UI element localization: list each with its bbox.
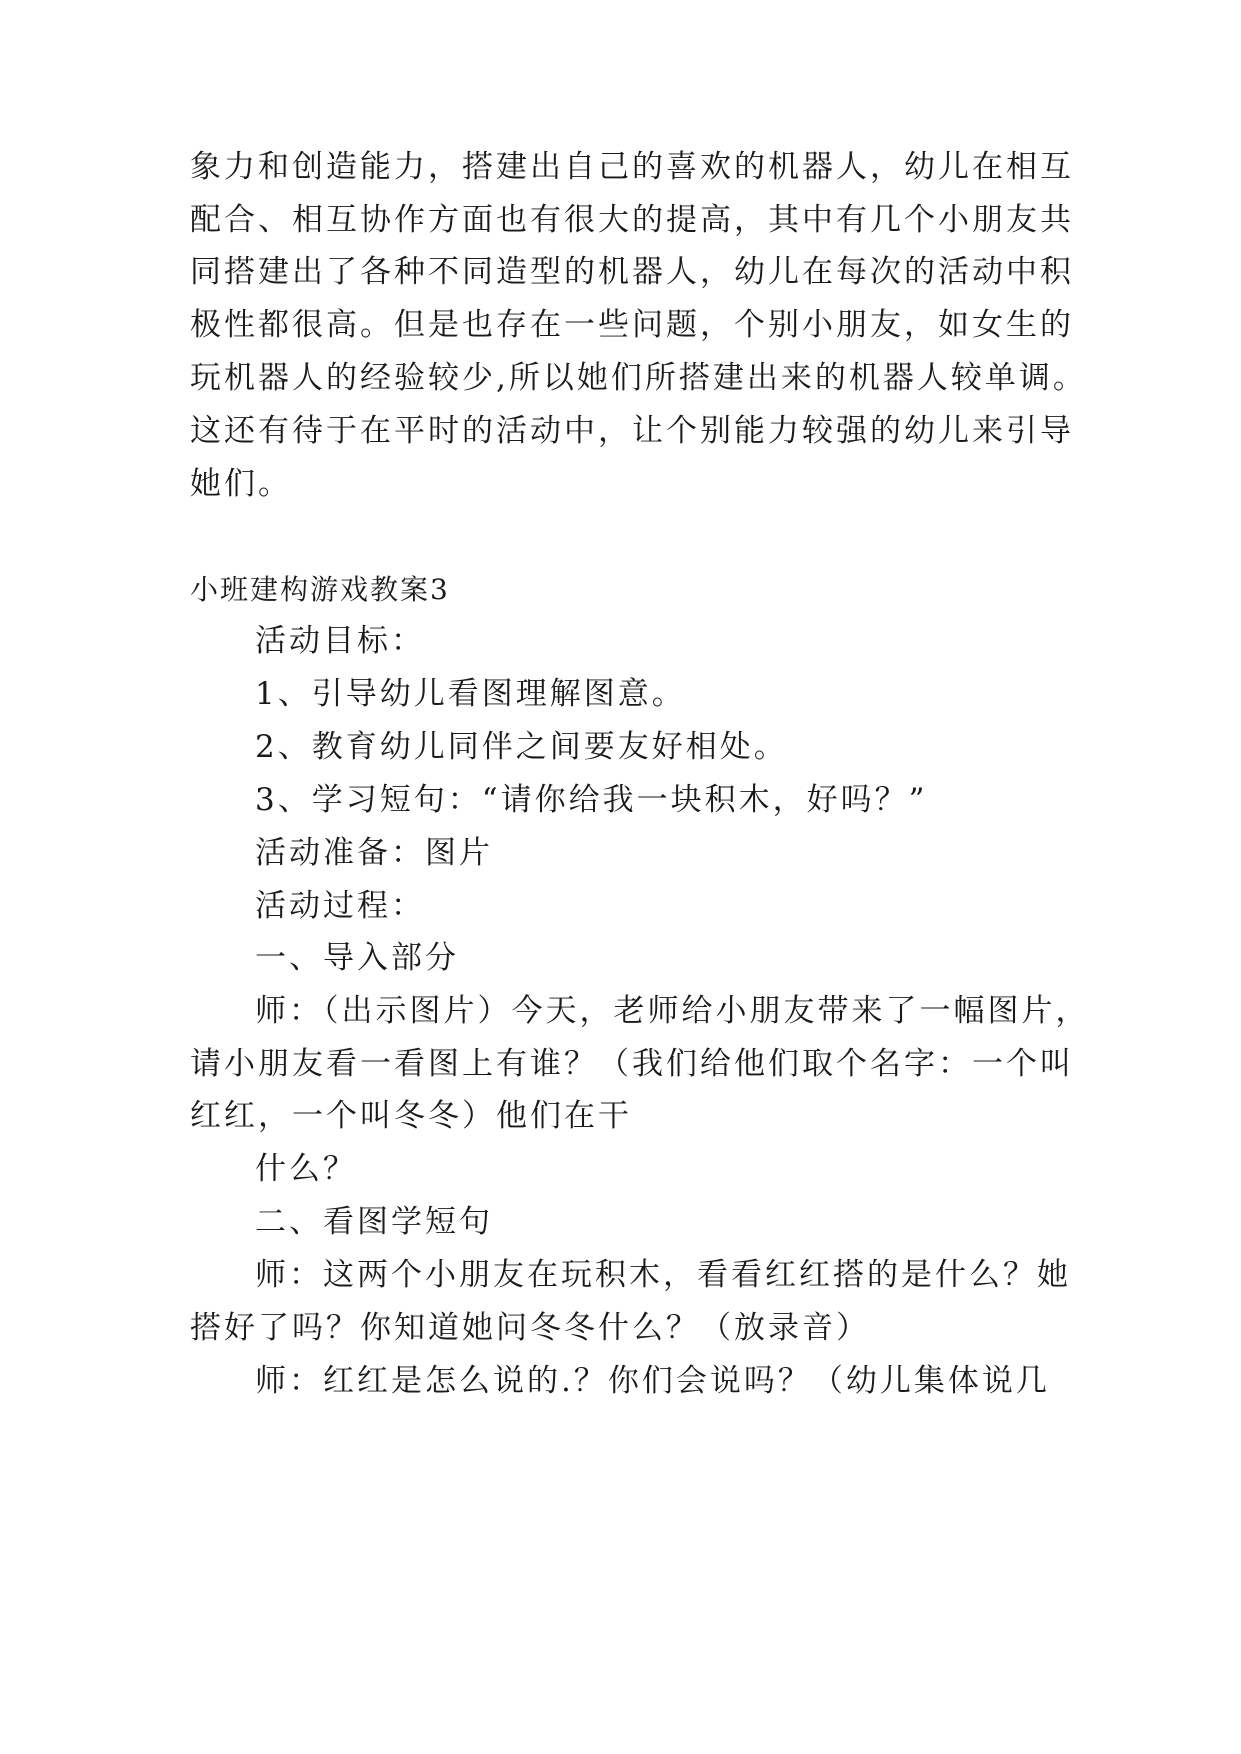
part2-heading: 二、看图学短句 [255,1204,493,1240]
section-title: 小班建构游戏教案3 [190,573,450,606]
paragraph-line: 她们。 [190,466,292,502]
paragraph-line: 搭好了吗？你知道她问冬冬什么？（放录音） [190,1310,870,1346]
paragraph-line: 什么？ [255,1151,357,1187]
paragraph-line: 同搭建出了各种不同造型的机器人，幼儿在每次的活动中积 [190,254,1074,290]
paragraph-line: 玩机器人的经验较少,所以她们所搭建出来的机器人较单调。 [190,360,1087,396]
paragraph-line: 师：（出示图片）今天，老师给小朋友带来了一幅图片， [255,993,1090,1029]
process-heading: 活动过程： [255,888,425,924]
paragraph-line: 配合、相互协作方面也有很大的提高，其中有几个小朋友共 [190,202,1074,238]
goals-heading: 活动目标： [255,623,425,659]
paragraph-line: 师：这两个小朋友在玩积木，看看红红搭的是什么？她 [255,1257,1071,1293]
paragraph-line: 象力和创造能力，搭建出自己的喜欢的机器人，幼儿在相互 [190,149,1074,185]
paragraph-line: 师：红红是怎么说的.？你们会说吗？（幼儿集体说几 [255,1363,1050,1399]
paragraph-line: 这还有待于在平时的活动中，让个别能力较强的幼儿来引导 [190,413,1074,449]
goal-item: 2、教育幼儿同伴之间要友好相处。 [255,729,788,765]
paragraph-line: 红红，一个叫冬冬）他们在干 [190,1098,632,1134]
goal-item: 3、学习短句：“请你给我一块积木，好吗？” [255,782,928,818]
paragraph-line: 请小朋友看一看图上有谁？（我们给他们取个名字：一个叫 [190,1046,1074,1082]
part1-heading: 一、导入部分 [255,940,459,976]
paragraph-line: 极性都很高。但是也存在一些问题，个别小朋友，如女生的 [190,307,1074,343]
goal-item: 1、引导幼儿看图理解图意。 [255,676,686,712]
preparation-line: 活动准备：图片 [255,835,493,871]
